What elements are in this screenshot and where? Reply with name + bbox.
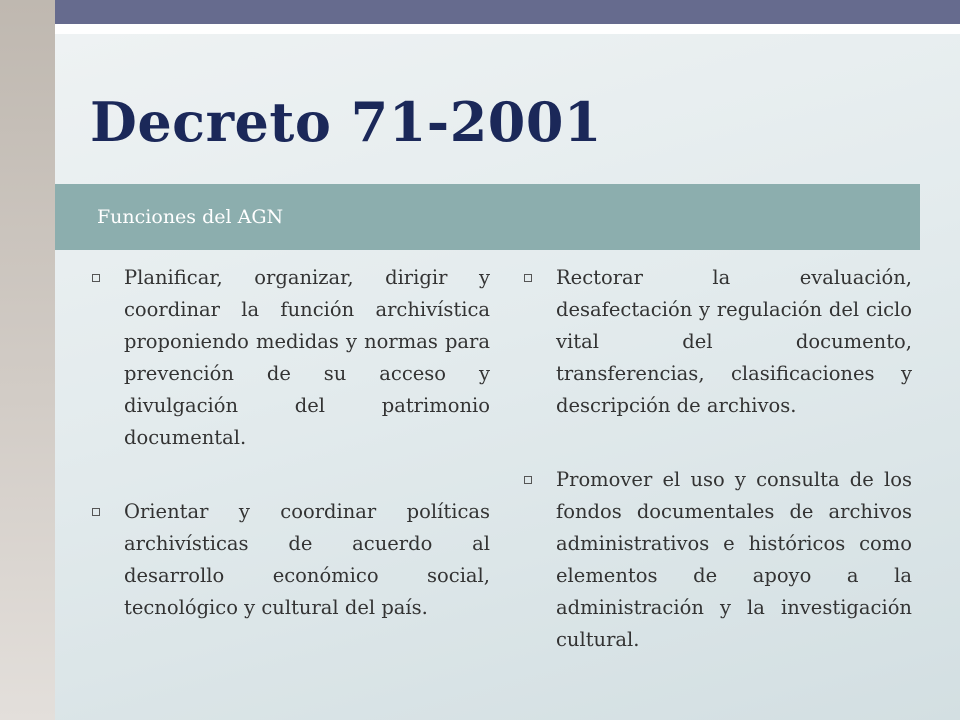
square-bullet-icon xyxy=(524,274,532,282)
bullet-text: Promover el uso y consulta de los fondos documentales de archivos administrativos e históricos como elementos de apoyo a la administración y la investigación cultural. xyxy=(556,468,912,651)
bullet-item xyxy=(522,262,912,422)
square-bullet-icon xyxy=(92,508,100,516)
top-divider xyxy=(55,24,960,34)
bullet-item xyxy=(522,464,912,656)
right-column xyxy=(522,262,912,698)
bullet-text: Planificar, organizar, dirigir y coordinar la función archivística proponiendo medidas y normas para prevención de su acceso y divulgación del patrimonio documental. xyxy=(124,266,490,449)
slide-title: Decreto 71-2001 xyxy=(90,90,602,154)
section-header-band xyxy=(55,184,920,250)
square-bullet-icon xyxy=(524,476,532,484)
square-bullet-icon xyxy=(92,274,100,282)
top-accent-bar xyxy=(55,0,960,24)
left-decorative-strip xyxy=(0,0,55,720)
bullet-item xyxy=(90,496,490,624)
bullet-text: Orientar y coordinar políticas archivísticas de acuerdo al desarrollo económico social, tecnológico y cultural del país. xyxy=(124,500,490,619)
section-header-label: Funciones del AGN xyxy=(97,206,284,228)
bullet-text: Rectorar la evaluación, desafectación y regulación del ciclo vital del documento, transferencias, clasificaciones y descripción de archivos. xyxy=(556,266,912,417)
left-column xyxy=(90,262,490,666)
bullet-item xyxy=(90,262,490,454)
